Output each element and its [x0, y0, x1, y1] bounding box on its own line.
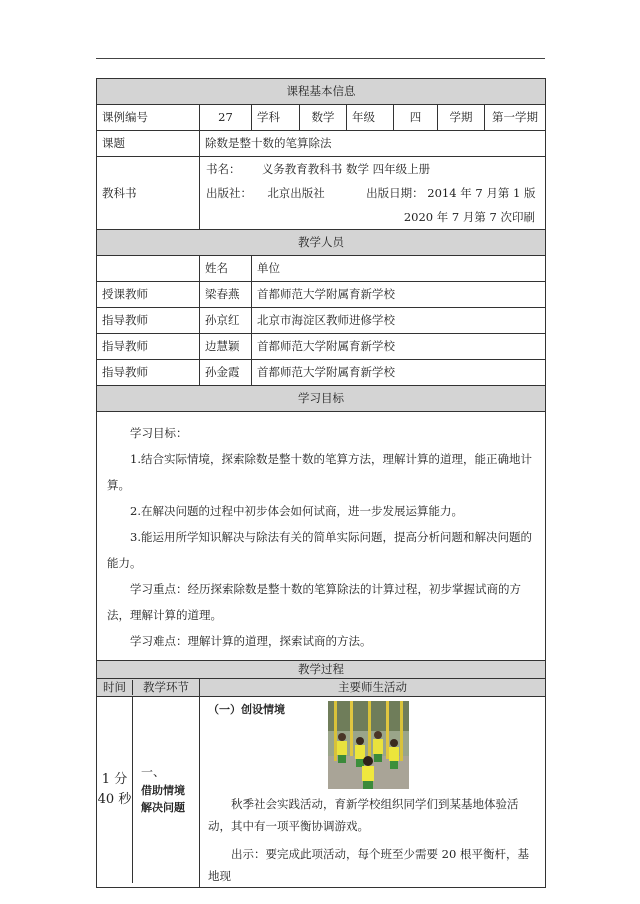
topic-row [97, 131, 546, 157]
staff-unit-col: 单位 [252, 256, 546, 282]
topic-value: 除数是整十数的笔算除法 [200, 131, 546, 157]
staff-unit: 首都师范大学附属育新学校 [252, 334, 546, 360]
activity-time [97, 697, 133, 883]
print-line [206, 205, 545, 229]
case-info-row [97, 105, 546, 131]
subject-label: 学科 [252, 105, 300, 131]
goal-item: 2.在解决问题的过程中初步体会如何试商，进一步发展运算能力。 [130, 504, 463, 518]
topic-label: 课题 [97, 131, 200, 157]
book-name-line [206, 157, 545, 181]
difficulty: 学习难点：理解计算的道理，探索试商的方法。 [130, 634, 372, 648]
activity-step [133, 697, 199, 883]
goals-content [97, 412, 546, 661]
activity-photo [328, 701, 409, 789]
staff-header-row [97, 230, 546, 256]
book-name: 义务教育教科书 数学 四年级上册 [261, 162, 431, 176]
activity-paragraph: 秋季社会实践活动，育新学校组织同学们到某基地体验活动，其中有一项平衡协调游戏。 [208, 797, 519, 833]
grade-value: 四 [394, 105, 438, 131]
staff-name: 梁春燕 [200, 282, 252, 308]
staff-header: 教学人员 [97, 230, 546, 256]
book-name-label: 书名： [206, 162, 241, 176]
staff-name: 边慧颖 [200, 334, 252, 360]
section-title: （一）创设情境 [208, 703, 285, 716]
goal-item: 1.结合实际情境，探索除数是整十数的笔算方法，理解计算的道理，能正确地计算。 [107, 452, 532, 492]
staff-unit: 北京市海淀区教师进修学校 [252, 308, 546, 334]
staff-role: 指导教师 [97, 334, 200, 360]
publisher: 北京出版社 [267, 186, 325, 200]
staff-row [97, 334, 546, 360]
staff-row [97, 360, 546, 386]
staff-columns-row [97, 256, 546, 282]
staff-unit: 首都师范大学附属育新学校 [252, 360, 546, 386]
step-col: 教学环节 [143, 680, 189, 695]
staff-role: 授课教师 [97, 282, 200, 308]
staff-name: 孙京红 [200, 308, 252, 334]
goals-intro: 学习目标： [130, 426, 188, 440]
step-title: 借助情境解决问题 [141, 783, 185, 814]
goal-item: 3.能运用所学知识解决与除法有关的简单实际问题，提高分析问题和解决问题的能力。 [107, 530, 532, 570]
staff-name: 孙金霞 [200, 360, 252, 386]
staff-row [97, 308, 546, 334]
children-playground-photo [328, 701, 409, 789]
publisher-line [206, 181, 545, 205]
process-columns-row [97, 679, 546, 697]
activity-content [200, 697, 546, 888]
staff-row [97, 282, 546, 308]
staff-role: 指导教师 [97, 308, 200, 334]
textbook-label: 教科书 [97, 157, 200, 230]
staff-unit: 首都师范大学附属育新学校 [252, 282, 546, 308]
goals-row [97, 412, 546, 661]
goals-header: 学习目标 [97, 386, 546, 412]
goals-header-row [97, 386, 546, 412]
grade-label: 年级 [347, 105, 394, 131]
lesson-plan-table [96, 78, 546, 888]
case-no-label: 课例编号 [97, 105, 200, 131]
activity-col: 主要师生活动 [200, 679, 546, 697]
staff-role: 指导教师 [97, 360, 200, 386]
textbook-info [200, 157, 546, 230]
staff-name-col: 姓名 [200, 256, 252, 282]
time-col: 时间 [97, 680, 133, 694]
case-no-value: 27 [200, 105, 252, 131]
activity-text [208, 793, 537, 887]
semester-cell [485, 105, 546, 131]
process-time-step-cols [97, 679, 200, 697]
top-rule [96, 58, 545, 59]
activity-paragraph: 出示：要完成此项活动，每个班至少需要 20 根平衡杆，基地现 [208, 847, 529, 883]
pub-date: 2014 年 7 月第 1 版 [427, 186, 536, 200]
activity-time-text: 1 分 40 秒 [97, 772, 132, 807]
activity-row [97, 697, 546, 888]
semester-label: 学期 [438, 105, 485, 131]
pub-date-label: 出版日期： [366, 186, 424, 200]
staff-role-col [97, 256, 200, 282]
time-step-cell [97, 697, 200, 888]
process-header: 教学过程 [97, 661, 546, 679]
publisher-label: 出版社： [206, 186, 252, 200]
subject-value: 数学 [300, 105, 347, 131]
semester-value: 第一学期 [492, 110, 538, 125]
key-point: 学习重点：经历探索除数是整十数的笔算除法的计算过程，初步掌握试商的方法，理解计算的道理。 [107, 582, 521, 622]
step-number: 一、 [141, 764, 166, 779]
textbook-row [97, 157, 546, 230]
course-info-header: 课程基本信息 [97, 79, 546, 105]
print-info: 2020 年 7 月第 7 次印刷 [403, 210, 535, 224]
process-header-row [97, 661, 546, 679]
course-info-header-row [97, 79, 546, 105]
